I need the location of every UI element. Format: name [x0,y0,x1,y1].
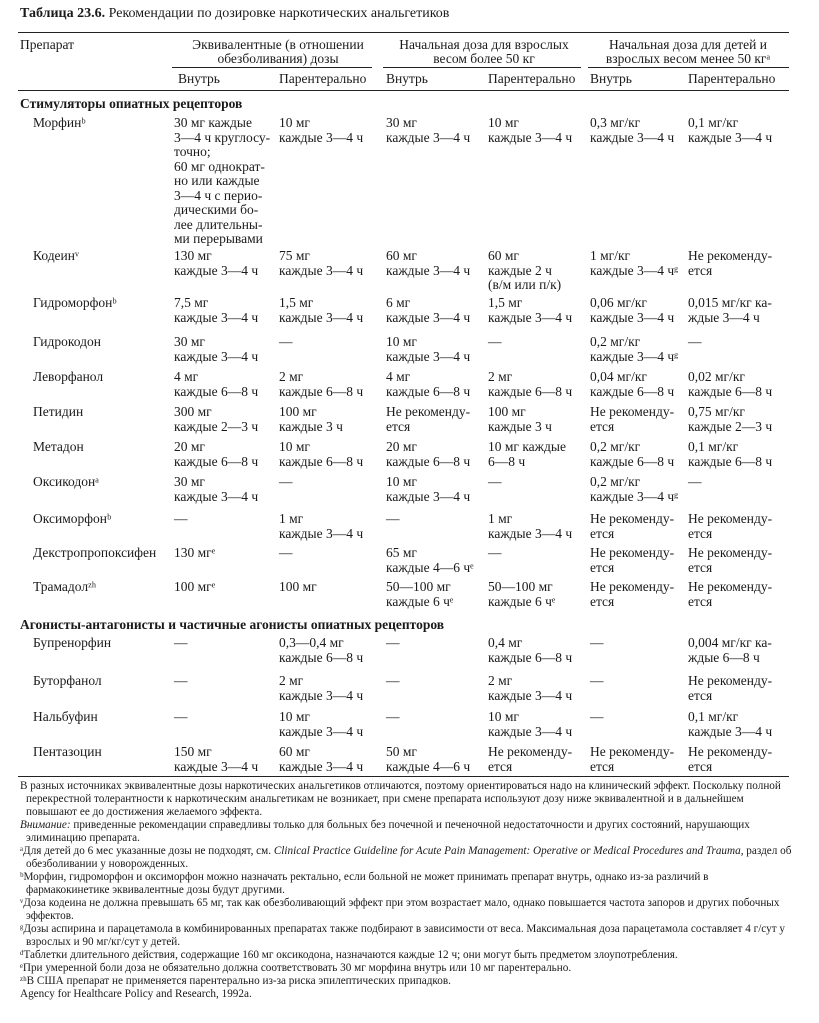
dose-cell-eq-par: — [279,545,293,560]
dose-cell-ch-oral: 0,2 мг/кг каждые 3—4 чᵍ [590,334,679,364]
dose-cell-eq-par: — [279,474,293,489]
drug-name-cell: Оксикодонᵃ [33,474,99,489]
dose-cell-eq-oral: — [174,635,188,650]
drug-name-cell: Метадон [33,439,84,454]
note-attention [20,819,792,845]
dose-cell-ch-par: 0,004 мг/кг ка- ждые 6—8 ч [688,635,772,665]
dose-cell-ad-par: 60 мг каждые 2 ч (в/м или п/к) [488,248,562,292]
header-adult: Начальная доза для взрослых весом более 50 кг [399,37,569,66]
dose-cell-eq-par: 100 мг каждые 3 ч [279,404,343,434]
dose-cell-ch-par: 0,1 мг/кг каждые 3—4 ч [688,709,773,739]
drug-name-cell: Оксиморфонᵇ [33,511,112,526]
dose-cell-ch-par: 0,75 мг/кг каждые 2—3 ч [688,404,773,434]
drug-name-cell: Пентазоцин [33,744,102,759]
note-e: ᵉПри умеренной боли доза не обязательно должна соответствовать 30 мг морфина внутрь или 10 мг парентерально. [20,962,572,974]
note-v: ᵛДоза кодеина не должна превышать 65 мг, так как обезболивающий эффект при этом возрастает мало, однако повышается частота запоров и других побочных эффектов. [20,897,780,922]
dose-cell-ch-oral: — [590,709,604,724]
dose-cell-ad-oral: 10 мг каждые 3—4 ч [386,474,471,504]
dose-cell-ad-oral: 30 мг каждые 3—4 ч [386,115,471,145]
dose-cell-ch-par: 0,1 мг/кг каждые 6—8 ч [688,439,773,469]
rule-top [18,32,789,33]
dose-cell-ch-par: 0,02 мг/кг каждые 6—8 ч [688,369,773,399]
dose-cell-ad-oral: — [386,709,400,724]
dose-cell-ad-oral: 65 мг каждые 4—6 чᵉ [386,545,474,575]
dose-cell-ch-oral: Не рекоменду- ется [590,511,675,541]
dose-cell-ch-par: Не рекоменду- ется [688,673,773,703]
drug-name-cell: Гидроморфонᵇ [33,295,117,310]
note-a-post: раздел об обезболивании у новорожденных. [26,845,792,870]
dose-cell-eq-oral: 30 мг каждые 3—4 ч [174,334,259,364]
drug-name-cell: Гидрокодон [33,334,101,349]
dose-cell-ad-par: 2 мг каждые 6—8 ч [488,369,573,399]
dose-cell-ch-par: Не рекоменду- ется [688,248,773,278]
dose-cell-eq-oral: 7,5 мг каждые 3—4 ч [174,295,259,325]
dose-cell-ch-par: Не рекоменду- ется [688,744,773,774]
dose-cell-ad-par: Не рекоменду- ется [488,744,573,774]
note-zh: ᶻʰВ США препарат не применяется парентерально из-за риска эпилептических припадков. [20,975,451,987]
note-source: Agency for Healthcare Policy and Research, 1992a. [20,988,252,1000]
dose-cell-eq-oral: 20 мг каждые 6—8 ч [174,439,259,469]
rule-header-bottom [18,90,789,91]
dose-cell-eq-oral: 300 мг каждые 2—3 ч [174,404,259,434]
dose-cell-ad-par: 100 мг каждые 3 ч [488,404,552,434]
dose-cell-ad-oral: 6 мг каждые 3—4 ч [386,295,471,325]
dose-cell-eq-par: 60 мг каждые 3—4 ч [279,744,364,774]
dose-cell-ch-oral: 0,06 мг/кг каждые 3—4 ч [590,295,675,325]
dose-cell-ad-par: — [488,474,502,489]
table-number: Таблица 23.6. [20,6,106,21]
table-caption: Рекомендации по дозировке наркотических анальгетиков [108,6,450,21]
drug-name-cell: Бупренорфин [33,635,112,650]
dose-cell-ad-oral: — [386,635,400,650]
note-g: ᵍДозы аспирина и парацетамола в комбинированных препаратах также подбирают в зависимости от веса. Максимальная доза парацетамола составляет 4 г/сут у взрослых и 90 мг/кг/сут у детей. [20,923,785,948]
note-intro: В разных источниках эквивалентные дозы наркотических анальгетиков отличаются, поэтому ориентироваться надо на клинический эффект. Поскольку полной перекрестной толерантности к наркотическим анальгетикам не возникает, при смене препарата используют дозу ниже эквивалентной и в дальнейшем повышают ее до достижения желаемого эффекта. [20,780,781,818]
dose-cell-ad-par: — [488,334,502,349]
dose-cell-ch-oral: Не рекоменду- ется [590,579,675,609]
dose-cell-eq-par: 100 мг [279,579,317,594]
dose-cell-ad-par: 50—100 мг каждые 6 чᵉ [488,579,556,609]
subheader-parenteral-2: Парентерально [488,71,576,86]
note-a [20,845,792,871]
dose-cell-ch-par: — [688,474,702,489]
dose-cell-eq-oral: 30 мг каждые 3—4 ч [174,474,259,504]
dose-cell-eq-oral: 130 мг каждые 3—4 ч [174,248,259,278]
drug-name-cell: Трамадолᶻʰ [33,579,97,594]
dose-cell-ch-oral: 0,2 мг/кг каждые 3—4 чᵍ [590,474,679,504]
dose-cell-ad-par: 2 мг каждые 3—4 ч [488,673,573,703]
header-equivalent: Эквивалентные (в отношении обезболивания) дозы [192,37,364,66]
dose-cell-eq-par: — [279,334,293,349]
dose-cell-eq-oral: 150 мг каждые 3—4 ч [174,744,259,774]
drug-name-cell: Леворфанол [33,369,104,384]
subheader-parenteral-3: Парентерально [688,71,776,86]
dose-cell-eq-par: 10 мг каждые 3—4 ч [279,115,364,145]
dose-cell-ad-oral: Не рекоменду- ется [386,404,471,434]
dose-cell-ad-oral: — [386,511,400,526]
dose-cell-ch-oral: 1 мг/кг каждые 3—4 чᵍ [590,248,679,278]
dose-cell-eq-oral: 130 мгᵉ [174,545,216,560]
dose-cell-ad-oral: — [386,673,400,688]
dose-cell-ad-oral: 20 мг каждые 6—8 ч [386,439,471,469]
dose-cell-ad-oral: 10 мг каждые 3—4 ч [386,334,471,364]
section-agonists: Стимуляторы опиатных рецепторов [20,96,243,111]
dose-cell-eq-oral: 100 мгᵉ [174,579,216,594]
dose-cell-ch-par: — [688,334,702,349]
dose-cell-eq-par: 2 мг каждые 6—8 ч [279,369,364,399]
dose-cell-eq-oral: 30 мг каждые 3—4 ч круглосу- точно; 60 мг однократ- но или каждые 3—4 ч с перио- дическими бо- лее длительны- ми перерывами [174,115,271,246]
header-child: Начальная доза для детей и взрослых весом менее 50 кгᵃ [605,37,771,66]
dose-cell-ad-oral: 50 мг каждые 4—6 ч [386,744,471,774]
dose-cell-ad-par: — [488,545,502,560]
dose-cell-ch-par: Не рекоменду- ется [688,545,773,575]
subheader-oral-2: Внутрь [386,71,428,86]
dose-cell-ch-oral: Не рекоменду- ется [590,545,675,575]
drug-name-cell: Кодеинᵛ [33,248,79,263]
dose-cell-ch-par: Не рекоменду- ется [688,511,773,541]
dose-cell-eq-par: 0,3—0,4 мг каждые 6—8 ч [279,635,364,665]
section-mixed: Агонисты-антагонисты и частичные агонисты опиатных рецепторов [20,617,445,632]
dose-cell-ad-par: 10 мг каждые 6—8 ч [488,439,566,469]
dose-cell-ch-oral: 0,3 мг/кг каждые 3—4 ч [590,115,675,145]
drug-name-cell: Буторфанол [33,673,102,688]
dose-cell-ch-oral: 0,2 мг/кг каждые 6—8 ч [590,439,675,469]
dose-cell-eq-oral: 4 мг каждые 6—8 ч [174,369,259,399]
dose-cell-eq-par: 75 мг каждые 3—4 ч [279,248,364,278]
dose-cell-ad-par: 10 мг каждые 3—4 ч [488,709,573,739]
note-attention-text: приведенные рекомендации справедливы только для больных без почечной и печеночной недостаточности и других состояний, нарушающих элиминацию препарата. [26,819,750,844]
rule-group3 [588,67,789,68]
subheader-parenteral-1: Парентерально [279,71,367,86]
dose-cell-ch-par: Не рекоменду- ется [688,579,773,609]
dose-cell-eq-oral: — [174,709,188,724]
dose-cell-ch-oral: — [590,635,604,650]
rule-group2 [383,67,581,68]
dose-cell-ad-par: 0,4 мг каждые 6—8 ч [488,635,573,665]
note-a-pre: ᵃДля детей до 6 мес указанные дозы не подходят, см. [20,845,272,857]
rule-table-bottom [18,776,789,777]
dose-cell-ch-par: 0,015 мг/кг ка- ждые 3—4 ч [688,295,772,325]
dose-cell-ad-oral: 60 мг каждые 3—4 ч [386,248,471,278]
dose-cell-eq-par: 10 мг каждые 6—8 ч [279,439,364,469]
footnotes [20,780,792,1001]
dose-cell-ch-oral: 0,04 мг/кг каждые 6—8 ч [590,369,675,399]
drug-name-cell: Морфинᵇ [33,115,86,130]
dose-cell-ch-oral: — [590,673,604,688]
subheader-oral-3: Внутрь [590,71,632,86]
dose-cell-eq-par: 1,5 мг каждые 3—4 ч [279,295,364,325]
table-title [20,6,449,22]
note-a-italic: Clinical Practice Guideline for Acute Pain Management: Operative or Medical Procedures and Trauma, [273,845,744,857]
dose-cell-eq-oral: — [174,511,188,526]
dose-cell-ad-par: 1 мг каждые 3—4 ч [488,511,573,541]
drug-name-cell: Декстропропоксифен [33,545,157,560]
dose-cell-ch-par: 0,1 мг/кг каждые 3—4 ч [688,115,773,145]
subheader-oral-1: Внутрь [178,71,220,86]
rule-group1 [172,67,372,68]
note-b: ᵇМорфин, гидроморфон и оксиморфон можно назначать ректально, если больной не может принимать препарат внутрь, однако из-за различий в фармакокинетике эквивалентные дозы будут другими. [20,871,709,896]
dose-cell-eq-par: 10 мг каждые 3—4 ч [279,709,364,739]
dose-cell-eq-oral: — [174,673,188,688]
drug-name-cell: Нальбуфин [33,709,98,724]
dose-cell-ad-par: 10 мг каждые 3—4 ч [488,115,573,145]
drug-name-cell: Петидин [33,404,84,419]
dose-cell-ch-oral: Не рекоменду- ется [590,744,675,774]
dose-cell-ad-oral: 4 мг каждые 6—8 ч [386,369,471,399]
note-attention-label: Внимание: [20,819,71,831]
dose-cell-eq-par: 1 мг каждые 3—4 ч [279,511,364,541]
note-d: ᵈТаблетки длительного действия, содержащие 160 мг оксикодона, назначаются каждые 12 ч; они могут быть предметом злоупотребления. [20,949,678,961]
dose-cell-ad-par: 1,5 мг каждые 3—4 ч [488,295,573,325]
dose-cell-ch-oral: Не рекоменду- ется [590,404,675,434]
dose-cell-ad-oral: 50—100 мг каждые 6 чᵉ [386,579,454,609]
header-drug: Препарат [20,37,74,52]
dose-cell-eq-par: 2 мг каждые 3—4 ч [279,673,364,703]
